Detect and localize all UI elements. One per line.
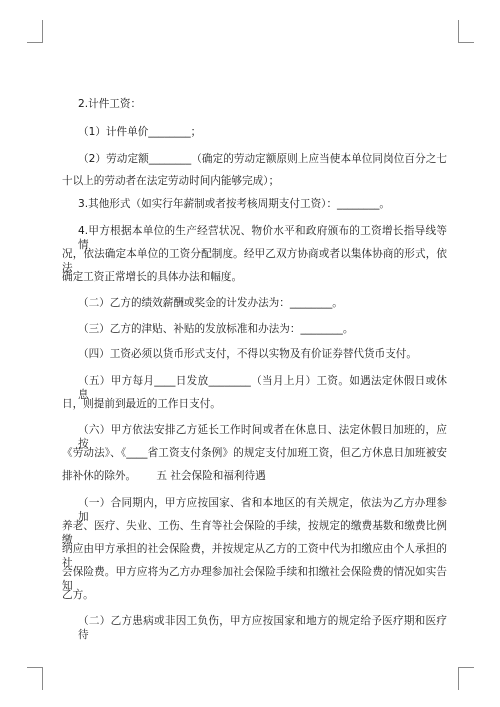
text-line-wage-system-cont1: 况，依法确定本单位的工资分配制度。经甲乙双方协商或者以集体协商的形式，依法 <box>62 248 447 274</box>
text-line-overtime-cont2-section-heading: 排补休的除外。 五 社会保险和福利待遇 <box>62 470 266 482</box>
text-line-social-insurance-cont3: 会保险费。甲方应将为乙方办理参加社会保险手续和扣缴社会保险费的情况如实告知 <box>62 566 447 592</box>
text-line-piece-wage-heading: 2.计件工资： <box>78 98 142 110</box>
text-line-piece-unit-price: （1）计件单价________； <box>78 126 202 138</box>
text-line-social-insurance-cont4: 乙方。 <box>62 589 94 601</box>
text-line-overtime-cont1: 《劳动法》、《____省工资支付条例》的规定支付加班工资，但乙方休息日加班被安 <box>62 447 447 459</box>
text-line-overtime: （六）甲方依法安排乙方延长工作时间或者在休息日、法定休假日加班的，应按 <box>78 424 447 450</box>
text-line-pay-date: （五）甲方每月____日发放________（当月上月）工资。如遇法定休假日或休息 <box>78 375 447 401</box>
text-line-labor-quota: （2）劳动定额________（确定的劳动定额原则上应当使本单位同岗位百分之七 <box>78 153 447 165</box>
text-line-wage-system-cont2: 确定工资正常增长的具体办法和幅度。 <box>62 271 243 283</box>
text-line-social-insurance-cont2: 纳应由甲方承担的社会保险费，并按规定从乙方的工资中代为扣缴应由个人承担的社 <box>62 543 447 569</box>
text-line-currency-payment: （四）工资必须以货币形式支付，不得以实物及有价证券替代货币支付。 <box>78 348 417 360</box>
text-line-pay-date-cont: 日，则提前到最近的工作日支付。 <box>62 398 221 410</box>
text-line-social-insurance: （一）合同期内，甲方应按国家、省和本地区的有关规定，依法为乙方办理参加 <box>78 497 447 523</box>
text-line-performance-pay: （二）乙方的绩效薪酬或奖金的计发办法为：________。 <box>78 297 343 309</box>
text-line-social-insurance-cont1: 养老、医疗、失业、工伤、生育等社会保险的手续，按规定的缴费基数和缴费比例缴 <box>62 520 447 546</box>
text-line-allowances: （三）乙方的津贴、补贴的发放标准和办法为：________。 <box>78 323 354 335</box>
text-line-wage-system: 4.甲方根据本单位的生产经营状况、物价水平和政府颁布的工资增长指导线等情 <box>78 225 447 251</box>
text-line-sick-leave: （二）乙方患病或非因工负伤，甲方应按国家和地方的规定给予医疗期和医疗待 <box>78 615 447 641</box>
text-line-other-forms: 3.其他形式（如实行年薪制或者按考核周期支付工资）：________。 <box>78 198 391 210</box>
text-line-labor-quota-cont: 十以上的劳动者在法定劳动时间内能够完成）； <box>62 175 280 187</box>
